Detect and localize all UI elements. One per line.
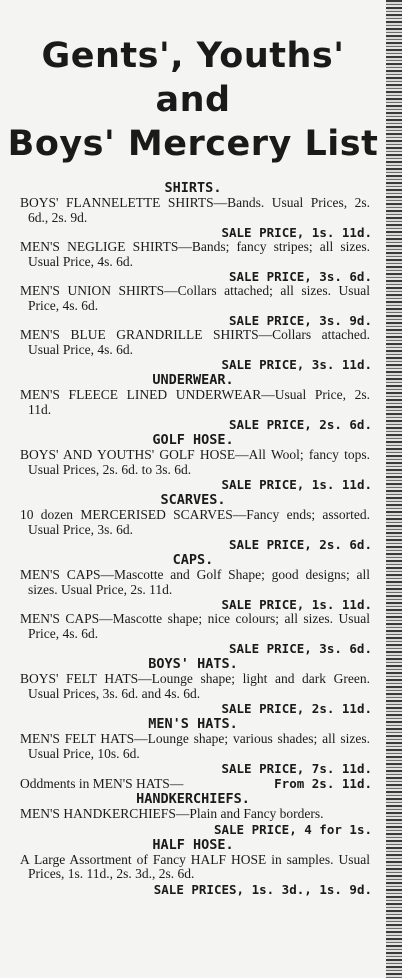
section-heading: HALF HOSE. [152,836,234,853]
section-boys-hats [0,656,386,716]
item-description: BOYS' FELT HATS—Lounge shape; light and dark Green. Usual Prices, 3s. 6d. and 4s. 6d. [20,671,370,701]
sale-price: SALE PRICE, 2s. 11d. [221,701,372,716]
item-description: MEN'S FELT HATS—Lounge shape; various shades; all sizes. Usual Price, 10s. 6d. [20,731,370,761]
item-description: MEN'S FLEECE LINED UNDERWEAR—Usual Price, 2s. 11d. [20,387,370,417]
section-half-hose [0,837,386,897]
section-heading: CAPS. [172,552,214,568]
sale-price: SALE PRICE, 3s. 6d. [229,269,372,284]
item-description: A Large Assortment of Fancy HALF HOSE in samples. Usual Prices, 1s. 11d., 2s. 3d., 2s. 6d. [20,851,370,881]
section-golf-hose [0,432,386,492]
section-caps [0,552,386,656]
title-line-1: Gents', Youths' and [41,36,345,120]
section-heading: SHIRTS. [164,180,222,196]
item-description: MEN'S CAPS—Mascotte shape; nice colours; all sizes. Usual Price, 4s. 6d. [20,611,370,641]
torn-page-edge [386,0,402,978]
sale-price: SALE PRICE, 1s. 11d. [221,477,372,492]
section-heading: GOLF HOSE. [152,432,234,448]
sale-price: SALE PRICE, 4 for 1s. [213,821,372,837]
oddments-description: Oddments in MEN'S HATS— [20,776,184,791]
sale-price: SALE PRICE, 7s. 11d. [221,761,372,776]
oddments-price: From 2s. 11d. [274,776,372,791]
section-shirts [0,180,386,372]
title-line-2: Boys' Mercery List [7,124,379,164]
item-description: 10 dozen MERCERISED SCARVES—Fancy ends; assorted. Usual Price, 3s. 6d. [20,507,370,537]
item-description: MEN'S HANDKERCHIEFS—Plain and Fancy borders. [20,806,324,821]
item-description: MEN'S NEGLIGE SHIRTS—Bands; fancy stripes; all sizes. Usual Price, 4s. 6d. [20,239,370,269]
item-description: MEN'S CAPS—Mascotte and Golf Shape; good designs; all sizes. Usual Price, 2s. 11d. [20,567,370,597]
sale-price: SALE PRICE, 2s. 6d. [229,537,372,552]
sale-price: SALE PRICE, 1s. 11d. [221,597,372,612]
item-description: MEN'S UNION SHIRTS—Collars attached; all sizes. Usual Price, 4s. 6d. [20,283,370,313]
sale-price: SALE PRICE, 2s. 6d. [229,417,372,432]
section-underwear [0,372,386,432]
section-scarves [0,492,386,552]
section-mens-hats [0,716,386,791]
section-heading: UNDERWEAR. [152,372,234,388]
page-title [0,34,386,166]
section-heading: SCARVES. [160,492,226,508]
sale-price: SALE PRICE, 3s. 11d. [221,357,372,372]
item-description: BOYS' FLANNELETTE SHIRTS—Bands. Usual Prices, 2s. 6d., 2s. 9d. [20,195,370,225]
section-heading: BOYS' HATS. [148,656,238,672]
item-description: BOYS' AND YOUTHS' GOLF HOSE—All Wool; fancy tops. Usual Prices, 2s. 6d. to 3s. 6d. [20,447,370,477]
sale-price: SALE PRICE, 3s. 6d. [229,641,372,656]
section-handkerchiefs [0,791,386,837]
item-description: MEN'S BLUE GRANDRILLE SHIRTS—Collars attached. Usual Price, 4s. 6d. [20,327,370,357]
oddments-row [0,776,386,791]
sale-price: SALE PRICE, 3s. 9d. [229,313,372,328]
sale-price: SALE PRICE, 1s. 11d. [221,225,372,240]
sale-price: SALE PRICES, 1s. 3d., 1s. 9d. [153,881,372,897]
section-heading: MEN'S HATS. [148,716,238,732]
section-heading: HANDKERCHIEFS. [136,791,250,807]
